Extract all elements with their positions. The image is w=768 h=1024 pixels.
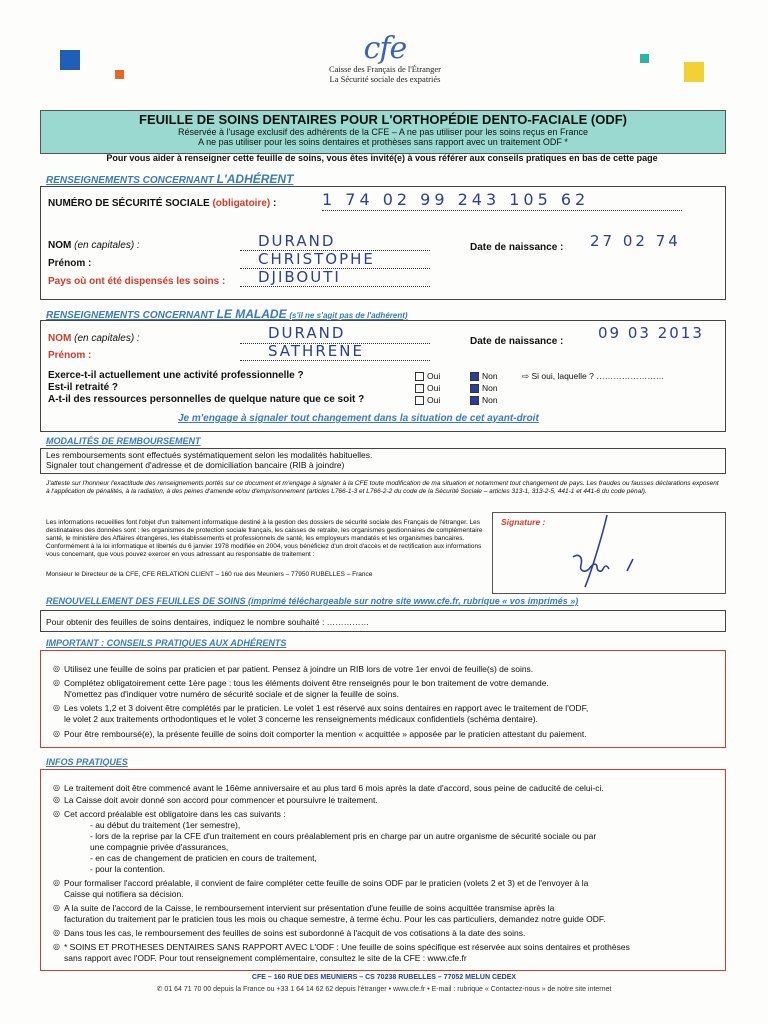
signature-label: Signature :	[501, 517, 546, 527]
info-bullet-2: ◎ La Caisse doit avoir donné son accord pour commencer et poursuivre le traitement.	[64, 795, 714, 806]
adherent-prenom-label: Prénom :	[48, 258, 92, 269]
org-name: Caisse des Français de l'Étranger	[329, 64, 441, 74]
infos-heading: INFOS PRATIQUES	[46, 757, 128, 767]
info-bullet-7: ◎ * SOINS ET PROTHESES DENTAIRES SANS RAPPORT AVEC L'ODF : Une feuille de soins spécifique est réservée aux soins dentaires et prothèses	[64, 942, 714, 953]
q2-non-checkbox[interactable]: Non	[470, 383, 498, 394]
malade-prenom-label: Prénom :	[48, 350, 92, 361]
info-case-2-cont: une compagnie privée d'assurances,	[90, 842, 229, 852]
help-text: Pour vous aider à renseigner cette feuille de soins, vous êtes invité(e) à vous référer aux conseils pratiques en bas de cette page	[106, 153, 658, 163]
q2-oui-checkbox[interactable]: Oui	[415, 383, 440, 394]
adherent-heading: RENSEIGNEMENTS CONCERNANT L'ADHÉRENT	[46, 172, 294, 186]
info-bullet-7-cont: sans rapport avec l'ODF. Pour tout renseignement complémentaire, consultez le site de la CFE : www.cfe.fr	[64, 953, 467, 963]
renouvellement-heading: RENOUVELLEMENT DES FEUILLES DE SOINS (imprimé téléchargeable sur notre site www.cfe.fr, rubrique « vos imprimés »)	[46, 596, 579, 606]
info-case-2: - lors de la reprise par la CFE d'un traitement en cours préalablement pris en charge par un autre organisme de sécurité sociale ou par	[90, 831, 597, 841]
engagement-text: Je m'engage à signaler tout changement dans la situation de cet ayant-droit	[178, 413, 539, 424]
important-heading: IMPORTANT : CONSEILS PRATIQUES AUX ADHÉRENTS	[46, 638, 287, 648]
info-bullet-5: ◎ A la suite de l'accord de la Caisse, le remboursement intervient sur présentation d'une feuille de soins acquittée transmise après la	[64, 903, 714, 914]
q1-oui-checkbox[interactable]: Oui	[415, 371, 440, 382]
malade-prenom-field[interactable]: SATHRENE	[268, 342, 364, 360]
modalites-heading: MODALITÉS DE REMBOURSEMENT	[46, 436, 201, 446]
malade-nom-label: NOM (en capitales) :	[48, 333, 140, 344]
info-bullet-4-cont: Caisse qui notifiera sa décision.	[64, 889, 184, 899]
form-subtitle-2: A ne pas utiliser pour les soins dentaires et prothèses sans rapport avec un traitement ODF *	[198, 137, 568, 147]
important-bullet-2: ◎ Complétez obligatoirement cette 1ère page : tous les éléments doivent être renseignés pour le bon traitement de votre demande.	[64, 678, 714, 689]
q1-non-checkbox[interactable]: Non	[470, 371, 498, 382]
modalites-line-1: Les remboursements sont effectués systématiquement selon les modalités habituelles.	[46, 450, 373, 460]
ssn-field[interactable]: 1 74 02 99 243 105 62	[322, 190, 590, 209]
info-bullet-4: ◎ Pour formaliser l'accord préalable, il convient de faire compléter cette feuille de soins ODF par le praticien (volets 2 et 3) et de l'envoyer à la	[64, 878, 714, 889]
question-ressources: A-t-il des ressources personnelles de quelque nature que ce soit ?	[48, 394, 365, 405]
important-bullet-1: ◎ Utilisez une feuille de soins par praticien et par patient. Pensez à joindre un RIB lors de votre 1er envoi de feuille(s) de soins.	[64, 664, 714, 675]
pays-label: Pays où ont été dispensés les soins :	[48, 276, 226, 287]
si-oui-laquelle[interactable]: ⇨ Si oui, laquelle ? ……………………	[522, 371, 665, 381]
informatique-libertes-text: Les informations recueillies font l'objet d'un traitement informatique destiné à la gestion des dossiers de sécurité sociale des Français de l'étranger. Les destinataires des données sont : les organismes de protection sociale français, les caisses de retraite, les organismes gestionnaires de complémentaire santé, le ministère des Affaires étrangères, les établissements et professionnels de santé, les employeurs mandatés et les organismes bancaires. Conformément à la loi informatique et libertés du 6 janvier 1978 modifiée en 2004, vous bénéficiez d'un droit d'accès et de rectification aux informations vous concernant, que vous pouvez exercer en vous adressant au responsable de traitement :	[46, 519, 483, 558]
attestation-text: J'atteste sur l'honneur l'exactitude des renseignements portés sur ce document et m'engage à signaler à la CFE toute modification de ma situation et notamment tout changement de pays. Les fraudes ou fausses déclarations exposent à l'application de pénalités, à la radiation, à des peines d'amende et/ou d'emprisonnement (articles L766-1-3 et L766-2-2 du code de la Sécurité Sociale – articles 313-1, 313-2-5, 441-1 et 441-6 du code pénal).	[46, 480, 719, 495]
important-bullet-4: ◎ Pour être remboursé(e), la présente feuille de soins doit comporter la mention « acquittée » apposée par le praticien attestant du paiement.	[64, 729, 714, 740]
cfe-logo	[329, 31, 441, 84]
info-case-1: - au début du traitement (1er semestre),	[90, 820, 241, 830]
malade-heading: RENSEIGNEMENTS CONCERNANT LE MALADE (s'il ne s'agit pas de l'adhérent)	[46, 307, 408, 321]
info-bullet-6: ◎ Dans tous les cas, le remboursement des feuilles de soins est subordonné à l'acquit de vos cotisations à la date des soins.	[64, 928, 714, 939]
info-case-3: - en cas de changement de praticien en cours de traitement,	[90, 853, 317, 863]
malade-dob-label: Date de naissance :	[470, 336, 564, 347]
ssn-label: NUMÉRO DE SÉCURITÉ SOCIALE (obligatoire) :	[48, 198, 277, 209]
signature-box[interactable]	[492, 512, 726, 594]
adherent-dob-field[interactable]: 27 02 74	[590, 232, 681, 250]
orange-square-decoration	[115, 70, 124, 79]
question-activite: Exerce-t-il actuellement une activité professionnelle ?	[48, 370, 304, 381]
ssn-underline	[322, 210, 682, 211]
form-subtitle-1: Réservée à l'usage exclusif des adhérents de la CFE – A ne pas utiliser pour les soins reçus en France	[178, 127, 588, 137]
info-bullet-3: ◎ Cet accord préalable est obligatoire dans les cas suivants :	[64, 809, 714, 820]
renouvellement-line[interactable]: Pour obtenir des feuilles de soins dentaires, indiquez le nombre souhaité : ……………	[46, 617, 370, 627]
important-bullet-2-cont: N'omettez pas d'indiquer votre numéro de sécurité sociale et de signer la feuille de soins.	[64, 689, 399, 699]
info-bullet-5-cont: facturation du traitement par le praticien tous les mois ou chaque semestre, à terme échu. Pour les cas particuliers, demandez notre guide ODF.	[64, 914, 606, 924]
adherent-dob-label: Date de naissance :	[470, 242, 564, 253]
adherent-nom-label: NOM (en capitales) :	[48, 240, 140, 251]
malade-prenom-underline	[240, 360, 430, 361]
footer-address: CFE – 160 RUE DES MEUNIERS – CS 70238 RUBELLES – 77052 MELUN CEDEX	[251, 974, 517, 981]
form-title: FEUILLE DE SOINS DENTAIRES POUR L'ORTHOPÉDIE DENTO-FACIALE (ODF)	[139, 112, 627, 127]
pays-underline	[240, 286, 430, 287]
modalites-line-2: Signaler tout changement d'adresse et de domiciliation bancaire (RIB à joindre)	[46, 460, 345, 470]
logo-mark: cfe	[363, 31, 407, 66]
adherent-prenom-field[interactable]: CHRISTOPHE	[258, 250, 375, 268]
yellow-square-decoration	[684, 62, 704, 82]
title-box	[40, 110, 726, 154]
q3-non-checkbox[interactable]: Non	[470, 395, 498, 406]
responsable-traitement-text: Monsieur le Directeur de la CFE, CFE RELATION CLIENT – 160 rue des Meuniers – 77950 RUBELLES – France	[46, 571, 373, 578]
adherent-nom-field[interactable]: DURAND	[258, 232, 336, 250]
info-case-4: - pour la contention.	[90, 864, 166, 874]
blue-square-decoration	[60, 50, 80, 70]
signature-scribble	[493, 513, 725, 593]
pays-field[interactable]: DJIBOUTI	[258, 268, 341, 286]
question-retraite: Est-il retraité ?	[48, 382, 119, 393]
footer-contact: ✆ 01 64 71 70 00 depuis la France ou +33 1 64 14 62 62 depuis l'étranger • www.cfe.fr • E-mail : rubrique « Contactez-nous » de notre site internet	[156, 986, 612, 993]
important-bullet-3: ◎ Les volets 1,2 et 3 doivent être complétés par le praticien. Le volet 1 est réservé aux soins dentaires en rapport avec le traitement de l'ODF,	[64, 703, 714, 714]
malade-nom-field[interactable]: DURAND	[268, 324, 346, 342]
malade-dob-field[interactable]: 09 03 2013	[598, 324, 704, 342]
important-bullet-3-cont: le volet 2 aux traitements orthodontiques et le volet 3 concerne les renseignements médicaux confidentiels (schéma dentaire).	[64, 714, 538, 724]
org-tagline: La Sécurité sociale des expatriés	[329, 74, 441, 84]
q3-oui-checkbox[interactable]: Oui	[415, 395, 440, 406]
info-bullet-1: ◎ Le traitement doit être commencé avant le 16ème anniversaire et au plus tard 6 mois après la date d'accord, sous peine de caducité de celui-ci.	[64, 783, 714, 794]
teal-square-decoration	[640, 54, 649, 63]
